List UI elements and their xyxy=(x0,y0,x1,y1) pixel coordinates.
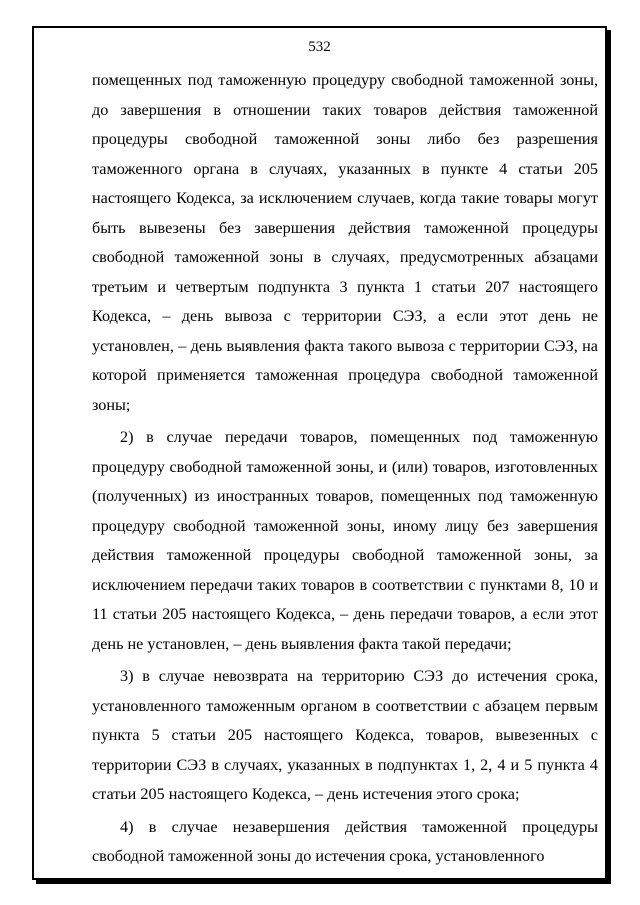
page-number: 532 xyxy=(308,39,331,55)
paragraph-item-4: 4) в случае незавершения действия таможенной процедуры свободной таможенной зоны до истечения срока, установленного xyxy=(92,817,598,865)
paragraph-item-3: 3) в случае невозврата на территорию СЭЗ до истечения срока, установленного таможенным органом в соответствии с абзацем первым пункта 5 статьи 205 настоящего Кодекса, товаров, вывезенных с территории СЭЗ в случаях, указанных в подпунктах 1, 2, 4 и 5 пункта 4 статьи 205 настоящего Кодекса, – день истечения этого срока; xyxy=(92,667,598,803)
document-body xyxy=(92,66,598,872)
paragraph-item-2: 2) в случае передачи товаров, помещенных под таможенную процедуру свободной таможенной зоны, и (или) товаров, изготовленных (полученных) из иностранных товаров, помещенных под таможенную процедуру свободной таможенной зоны, иному лицу без завершения действия таможенной процедуры свободной таможенной зоны, за исключением передачи таких товаров в соответствии с пунктами 8, 10 и 11 статьи 205 настоящего Кодекса, – день передачи товаров, а если этот день не установлен, – день выявления факта такой передачи; xyxy=(92,428,598,653)
page-frame xyxy=(32,26,607,880)
paragraph-continuation: помещенных под таможенную процедуру свободной таможенной зоны, до завершения в отношении таких товаров действия таможенной процедуры свободной таможенной зоны либо без разрешения таможенного органа в случаях, указанных в пункте 4 статьи 205 настоящего Кодекса, за исключением случаев, когда такие товары могут быть вывезены без завершения действия таможенной процедуры свободной таможенной зоны в случаях, предусмотренных абзацами третьим и четвертым подпункта 3 пункта 1 статьи 207 настоящего Кодекса, – день вывоза с территории СЭЗ, а если этот день не установлен, – день выявления факта такого вывоза с территории СЭЗ, на которой применяется таможенная процедура свободной таможенной зоны; xyxy=(92,71,598,414)
